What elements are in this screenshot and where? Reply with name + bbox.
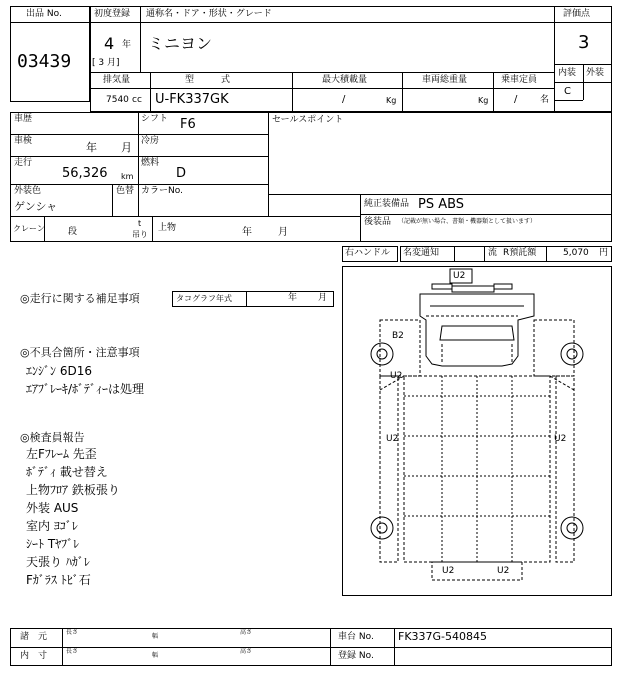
interior-label: 内装 xyxy=(558,68,577,78)
first-reg-year-unit: 年 xyxy=(122,40,132,50)
displacement-unit: cc xyxy=(132,95,142,105)
upper-year: 年 xyxy=(242,227,252,238)
width-label-2: 幅 xyxy=(152,652,159,659)
lot-label: 出品 No. xyxy=(26,9,62,19)
defect-line: ｴｱﾌﾞﾚｰｷ/ﾎﾞﾃﾞｨｰは処理 xyxy=(26,382,145,396)
inspector-line: 室内 ﾖｺﾞﾚ xyxy=(26,519,78,533)
r-deposit-value: 5,070 xyxy=(563,248,589,258)
upper-label: 上物 xyxy=(158,223,177,233)
mark-u2-side-left: U2 xyxy=(386,434,399,444)
aftermarket-note: （記載が無い場合、書類・機器類として扱います） xyxy=(398,218,537,225)
model-name-label: 通称名・ドア・形状・グレード xyxy=(146,9,272,19)
name-change-label: 名変通知 xyxy=(403,248,440,258)
exterior-label: 外装 xyxy=(586,68,605,78)
displacement-label: 排気量 xyxy=(103,75,131,85)
length-label-1: 長さ xyxy=(66,629,79,636)
inspection-year: 年 xyxy=(86,141,97,154)
reg-label: 登録 No. xyxy=(338,651,374,661)
mark-u2-side-right: U2 xyxy=(554,434,567,444)
inspector-line: 左Fﾌﾚｰﾑ 先歪 xyxy=(26,447,97,461)
color-label: 外装色 xyxy=(14,186,42,196)
width-label-1: 幅 xyxy=(152,633,159,640)
mileage-value: 56,326 xyxy=(62,166,108,181)
tachograph-month: 月 xyxy=(318,293,328,303)
color-no-label: カラーNo. xyxy=(141,186,183,196)
inspector-line: 上物ﾌﾛｱ 鉄板張り xyxy=(26,483,120,497)
truck-diagram xyxy=(342,266,612,596)
model-code-label: 型 式 xyxy=(185,75,231,85)
mark-u2-front-left: U2 xyxy=(390,371,403,381)
lot-number: 03439 xyxy=(17,51,72,72)
specs-row-label: 諸 元 xyxy=(20,632,48,642)
color-value: ゲンシャ xyxy=(14,200,58,213)
deposit-symbol: 流 xyxy=(488,248,498,258)
mileage-label: 走行 xyxy=(14,158,33,168)
mark-u2-bottom-left: U2 xyxy=(442,566,455,576)
inspector-line: ﾎﾞﾃﾞｨ 載せ替え xyxy=(26,465,108,479)
crane-ton-unit: t xyxy=(138,219,142,228)
defects-title: ◎不具合箇所・注意事項 xyxy=(20,346,140,359)
defect-line: ｴﾝｼﾞﾝ 6D16 xyxy=(26,364,92,378)
ac-label: 冷房 xyxy=(141,136,160,146)
first-reg-month: [ 3 月] xyxy=(92,58,120,68)
inspection-label: 車検 xyxy=(14,136,33,146)
mark-u2-bottom-right: U2 xyxy=(497,566,510,576)
supplement-title: ◎走行に関する補足事項 xyxy=(20,292,140,305)
inspector-title: ◎検査員報告 xyxy=(20,431,85,444)
displacement-value: 7540 xyxy=(106,95,129,105)
crane-hang-unit: 吊り xyxy=(132,230,148,239)
inspector-line: 外装 AUS xyxy=(26,501,79,515)
r-deposit-unit: 円 xyxy=(599,248,609,258)
history-label: 車歴 xyxy=(14,114,33,124)
gross-weight-label: 車両総重量 xyxy=(422,75,468,85)
sales-point-label: セールスポイント xyxy=(272,115,344,125)
first-reg-label: 初度登録 xyxy=(94,9,131,19)
first-reg-year: 4 xyxy=(104,34,115,53)
inspection-month: 月 xyxy=(121,141,132,154)
equipment-label: 純正装備品 xyxy=(364,199,410,209)
r-deposit-label: R預託額 xyxy=(503,248,537,258)
model-name-value: ミニヨン xyxy=(148,34,213,53)
capacity-label: 乗車定員 xyxy=(501,75,538,85)
shift-value: F6 xyxy=(180,117,196,132)
chassis-label: 車台 No. xyxy=(338,632,374,642)
max-load-value: / xyxy=(342,94,346,105)
chassis-value: FK337G-540845 xyxy=(398,630,488,643)
grade-value: 3 xyxy=(578,32,590,53)
inspector-line: ｼｰﾄ Tﾔﾌﾞﾚ xyxy=(26,537,80,551)
mark-top-u2: U2 xyxy=(453,271,466,281)
gross-weight-unit: Kg xyxy=(478,96,489,105)
height-label-2: 高さ xyxy=(240,648,253,655)
tachograph-label: タコグラフ年式 xyxy=(176,294,232,303)
inspector-line: 天張り ﾊｶﾞﾚ xyxy=(26,555,90,569)
fuel-label: 燃料 xyxy=(141,158,160,168)
model-code-value: U-FK337GK xyxy=(155,92,229,107)
inner-row-label: 内 寸 xyxy=(20,651,48,661)
mileage-unit: km xyxy=(121,172,134,181)
inspector-line: Fｶﾞﾗｽ ﾄﾋﾞ石 xyxy=(26,573,91,587)
upper-month: 月 xyxy=(278,227,288,238)
aftermarket-label: 後装品 xyxy=(364,217,392,227)
equipment-value: PS ABS xyxy=(418,197,465,212)
fuel-value: D xyxy=(176,166,187,181)
length-label-2: 長さ xyxy=(66,648,79,655)
max-load-label: 最大積載量 xyxy=(322,75,368,85)
crane-stage-unit: 段 xyxy=(68,227,78,237)
crane-label: クレーン xyxy=(13,224,45,233)
capacity-value: / xyxy=(514,94,518,105)
tachograph-year: 年 xyxy=(288,293,298,303)
mark-b2: B2 xyxy=(392,331,404,341)
color-change-label: 色替 xyxy=(116,186,135,196)
max-load-unit: Kg xyxy=(386,96,397,105)
interior-value: C xyxy=(564,86,571,97)
shift-label: シフト xyxy=(141,114,169,124)
right-handle-label: 右ハンドル xyxy=(345,248,391,258)
grade-label: 評価点 xyxy=(563,9,591,19)
height-label-1: 高さ xyxy=(240,629,253,636)
capacity-unit: 名 xyxy=(540,95,550,105)
